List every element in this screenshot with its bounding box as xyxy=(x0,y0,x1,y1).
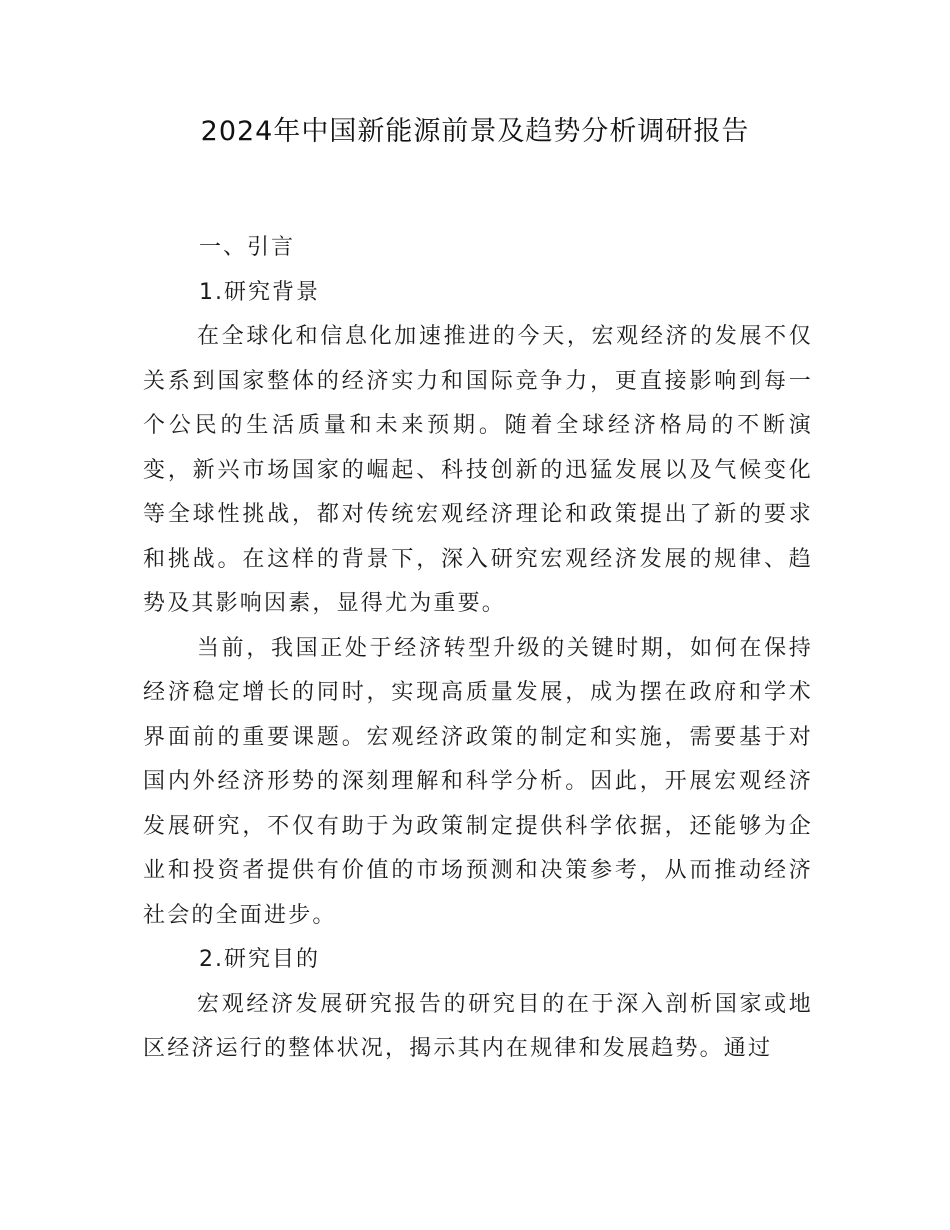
paragraph: 在全球化和信息化加速推进的今天，宏观经济的发展不仅关系到国家整体的经济实力和国际竞争力，更直接影响到每一个公民的生活质量和未来预期。随着全球经济格局的不断演变，新兴市场国家的崛起、科技创新的迅猛发展以及气候变化等全球性挑战，都对传统宏观经济理论和政策提出了新的要求和挑战。在这样的背景下，深入研究宏观经济发展的规律、趋势及其影响因素，显得尤为重要。 xyxy=(143,324,813,616)
subsection-heading-research-background: 1.研究背景 xyxy=(199,279,320,305)
document-body xyxy=(143,226,813,1072)
subsection-heading-research-purpose: 2.研究目的 xyxy=(199,947,320,972)
paragraph: 当前，我国正处于经济转型升级的关键时期，如何在保持经济稳定增长的同时，实现高质量发展，成为摆在政府和学术界面前的重要课题。宏观经济政策的制定和实施，需要基于对国内外经济形势的深刻理解和科学分析。因此，开展宏观经济发展研究，不仅有助于为政策制定提供科学依据，还能够为企业和投资者提供有价值的市场预测和决策参考，从而推动经济社会的全面进步。 xyxy=(143,635,813,928)
document-title: 2024年中国新能源前景及趋势分析调研报告 xyxy=(200,116,750,147)
paragraph: 宏观经济发展研究报告的研究目的在于深入剖析国家或地区经济运行的整体状况，揭示其内在规律和发展趋势。通过 xyxy=(143,991,813,1061)
section-heading-introduction: 一、引言 xyxy=(199,235,296,260)
